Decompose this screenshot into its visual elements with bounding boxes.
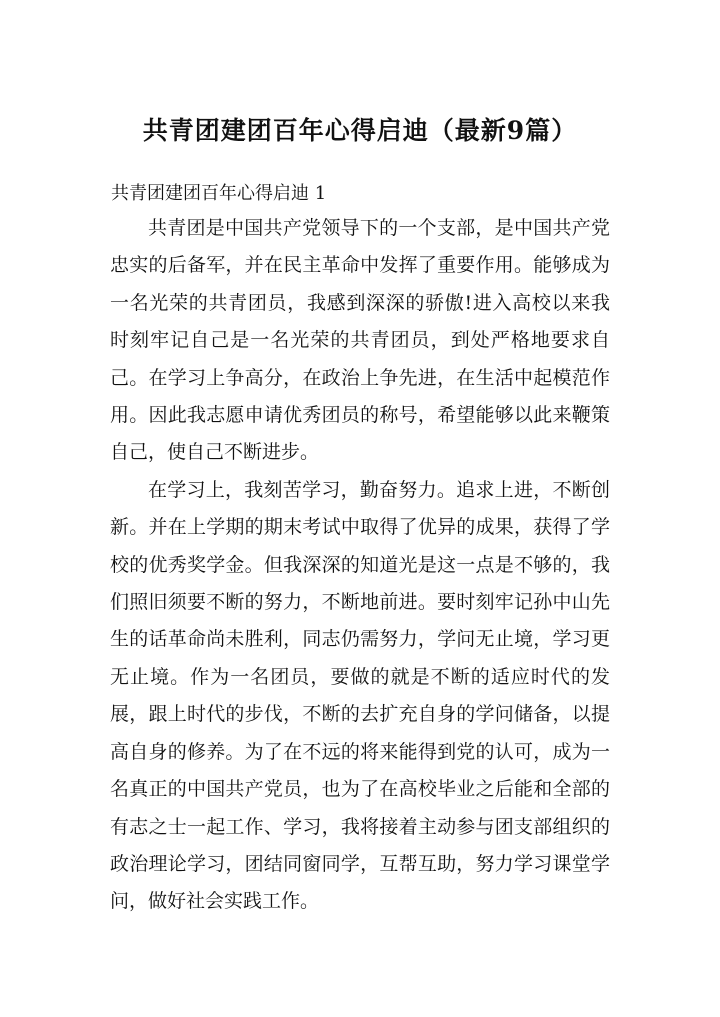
- paragraph-1: 共青团是中国共产党领导下的一个支部，是中国共产党忠实的后备军，并在民主革命中发挥了重要作用。能够成为一名光荣的共青团员，我感到深深的骄傲!进入高校以来我时刻牢记自己是一名光荣的共青团员，到处严格地要求自己。在学习上争高分，在政治上争先进，在生活中起模范作用。因此我志愿申请优秀团员的称号，希望能够以此来鞭策自己，使自己不断进步。: [110, 217, 610, 464]
- document-body: [110, 210, 610, 921]
- paragraph-2: 在学习上，我刻苦学习，勤奋努力。追求上进，不断创新。并在上学期的期末考试中取得了优异的成果，获得了学校的优秀奖学金。但我深深的知道光是这一点是不够的，我们照旧须要不断的努力，不断地前进。要时刻牢记孙中山先生的话革命尚未胜利，同志仍需努力，学问无止境，学习更无止境。作为一名团员，要做的就是不断的适应时代的发展，跟上时代的步伐，不断的去扩充自身的学问储备，以提高自身的修养。为了在不远的将来能得到党的认可，成为一名真正的中国共产党员，也为了在高校毕业之后能和全部的有志之士一起工作、学习，我将接着主动参与团支部组织的政治理论学习，团结同窗同学，互帮互助，努力学习课堂学问，做好社会实践工作。: [110, 478, 610, 913]
- document-title: 共青团建团百年心得启迪（最新9篇）: [142, 116, 578, 145]
- section-heading: 共青团建团百年心得启迪 1: [111, 183, 327, 204]
